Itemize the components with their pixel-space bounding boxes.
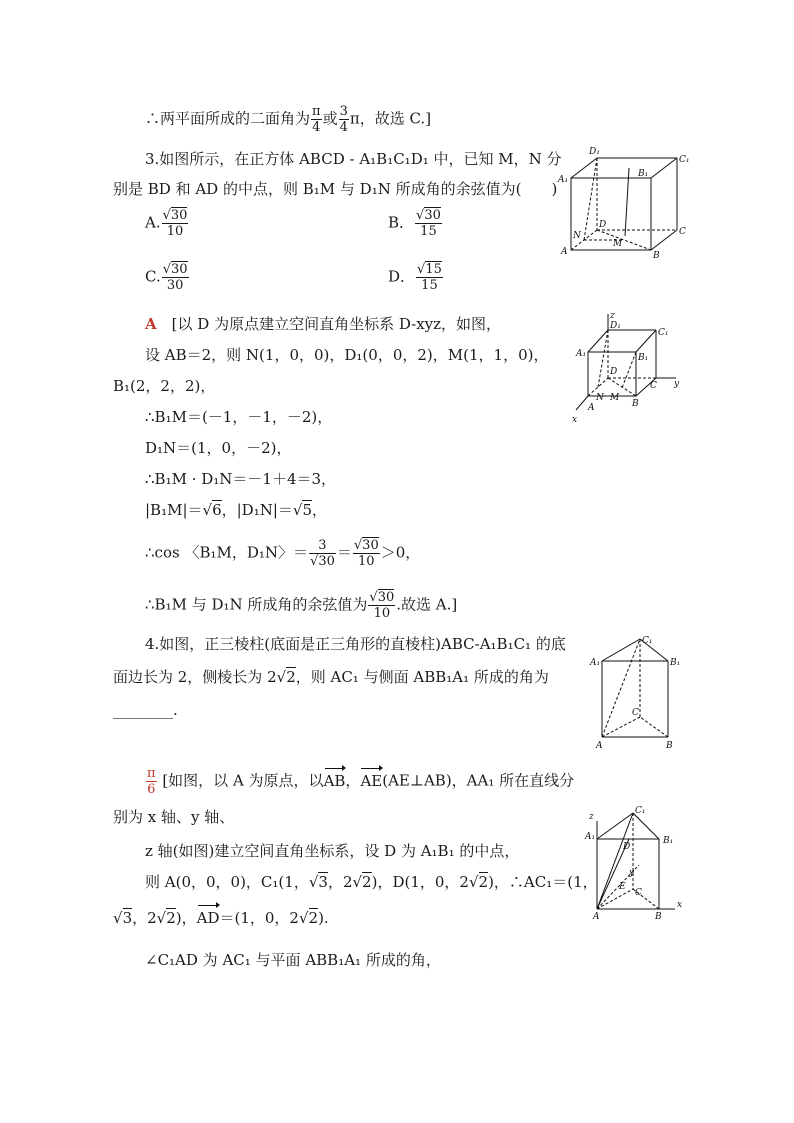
label-C1: C₁	[642, 636, 653, 646]
label-A: A	[593, 912, 600, 922]
sol3-line5: D₁N＝(1，0，－2)，	[145, 439, 292, 457]
sol4-line4: 则 A(0，0，0)，C₁(1，√3，2√2)，D(1，0，2√2)，∴AC₁＝(1，	[145, 873, 598, 891]
label-x: x	[677, 900, 683, 910]
q4-line2: 面边长为 2，侧棱长为 2√2，则 AC₁ 与侧面 ABB₁A₁ 所成的角为	[113, 668, 549, 686]
q3-option-b: B． $\frac{√30}{15}$	[388, 208, 441, 239]
label-N: N	[596, 393, 604, 403]
sol3-line2: 设 AB＝2，则 N(1，0，0)，D₁(0，0，2)，M(1，1，0)，	[145, 346, 549, 364]
label-C: C	[632, 708, 639, 718]
sol3-line9: ∴B₁M 与 D₁N 所成角的余弦值为 $\frac{√30}{10}$ .故选 A.]	[145, 590, 458, 621]
prism-figure	[588, 633, 688, 755]
q4-line1: 4.如图，正三棱柱(底面是正三角形的直棱柱)ABC-A₁B₁C₁ 的底	[145, 635, 566, 653]
sol4-line3: z 轴(如图)建立空间直角坐标系，设 D 为 A₁B₁ 的中点，	[145, 842, 520, 860]
label-A: A	[561, 247, 568, 257]
cube-figure	[555, 142, 690, 262]
label-B1: B₁	[638, 353, 649, 363]
label-D: D	[623, 842, 631, 852]
label-C: C	[650, 381, 657, 391]
line-dihedral-conclusion: ∴两平面所成的二面角为 $\frac{\pi}{4}$ 或 $\frac{3}{4}$ π，故选 C.]	[145, 104, 432, 135]
q3-option-a: A. $\frac{√30}{10}$	[145, 208, 188, 239]
label-B: B	[632, 399, 639, 409]
label-B: B	[666, 741, 673, 751]
label-A1: A₁	[585, 832, 596, 842]
label-C1: C₁	[635, 806, 646, 816]
label-y: y	[629, 868, 635, 878]
label-A1: A₁	[558, 175, 569, 185]
label-z: z	[610, 311, 615, 321]
label-M: M	[610, 393, 620, 403]
label-D1: D₁	[589, 147, 600, 157]
label-N: N	[573, 231, 581, 241]
label-x: x	[572, 415, 578, 425]
sol3-line3: B₁(2，2，2)，	[113, 377, 216, 395]
label-z: z	[589, 812, 594, 822]
label-B: B	[655, 912, 662, 922]
label-A1: A₁	[576, 349, 587, 359]
label-A: A	[588, 403, 595, 413]
sol4-line1: $\frac{\pi}{6}$ [如图，以 A 为原点，以AB，AE(AE⊥AB)，AA₁ 所在直线分	[147, 766, 575, 797]
sol3-line1: A [以 D 为原点建立空间直角坐标系 D-xyz，如图，	[145, 315, 502, 333]
sol4-line5: √3，2√2)，AD＝(1，0，2√2).	[113, 909, 329, 927]
q3-option-d: D． $\frac{√15}{15}$	[388, 262, 442, 293]
label-B1: B₁	[670, 658, 681, 668]
label-D: D	[610, 367, 618, 377]
label-C1: C₁	[679, 155, 690, 165]
label-E: E	[619, 882, 626, 892]
label-B1: B₁	[638, 169, 649, 179]
label-C: C	[679, 227, 686, 237]
sol3-line8: ∴cos 〈B₁M，D₁N〉＝ $\frac{3}{√30}$ ＝ $\frac{√30}{10}$ ＞0，	[145, 538, 421, 569]
label-A1: A₁	[590, 658, 601, 668]
prism-axes-figure	[583, 803, 688, 925]
q3-line2: 别是 BD 和 AD 的中点，则 B₁M 与 D₁N 所成角的余弦值为( )	[113, 180, 558, 198]
sol3-line7: |B₁M|＝√6，|D₁N|＝√5，	[145, 501, 328, 519]
sol3-line4: ∴B₁M＝(－1，－1，－2)，	[145, 408, 333, 426]
label-D: D	[599, 220, 607, 230]
label-D1: D₁	[610, 321, 621, 331]
label-B1: B₁	[663, 836, 674, 846]
q3-option-c: C. $\frac{√30}{30}$	[145, 262, 188, 293]
label-B: B	[653, 251, 660, 261]
cube-axes-figure	[570, 310, 685, 425]
label-M: M	[613, 239, 623, 249]
q4-answer-blank: ________.	[113, 701, 178, 719]
q3-line1: 3.如图所示，在正方体 ABCD - A₁B₁C₁D₁ 中，已知 M，N 分	[145, 150, 562, 168]
label-C: C	[635, 888, 642, 898]
label-y: y	[674, 379, 680, 389]
sol4-line2: 别为 x 轴、y 轴、	[113, 808, 235, 826]
sol4-line6: ∠C₁AD 为 AC₁ 与平面 ABB₁A₁ 所成的角，	[145, 951, 441, 969]
label-A: A	[596, 741, 603, 751]
sol3-line6: ∴B₁M · D₁N＝－1＋4＝3，	[145, 470, 337, 488]
label-C1: C₁	[658, 328, 669, 338]
